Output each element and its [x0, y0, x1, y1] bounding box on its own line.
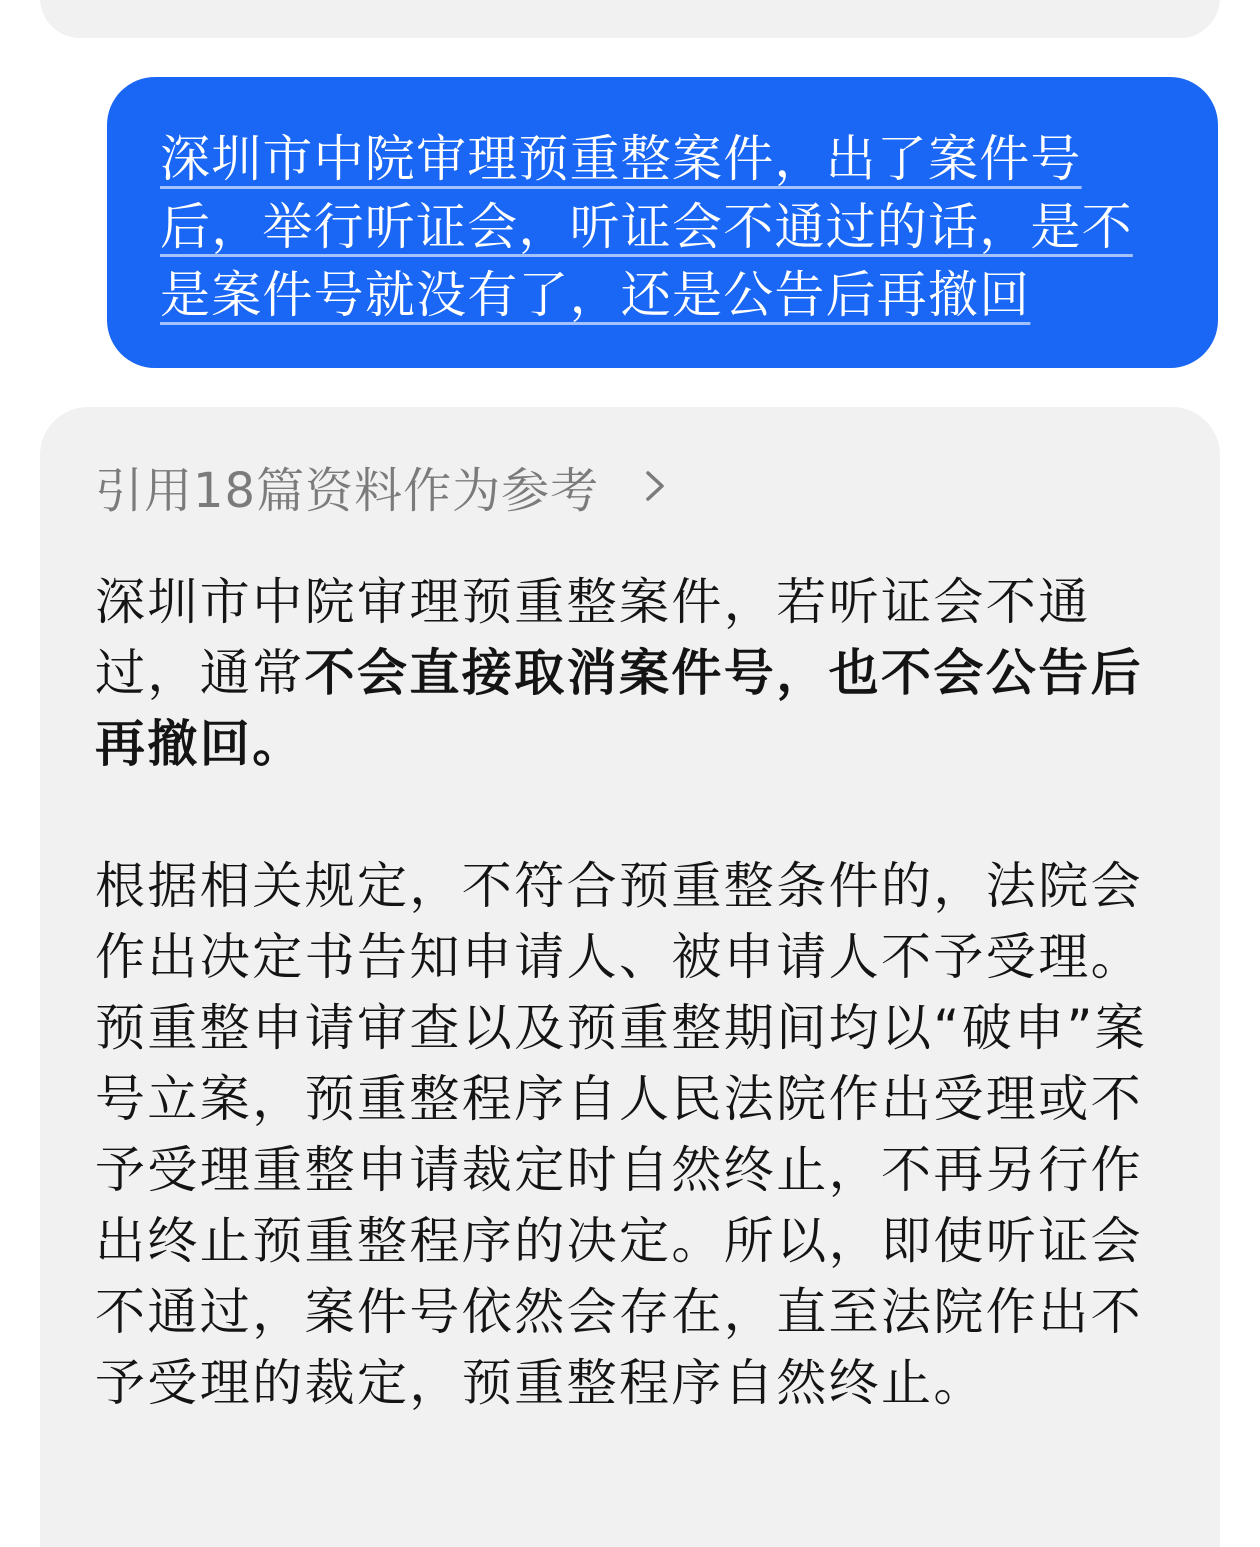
- previous-message-bubble: [40, 0, 1220, 38]
- answer-paragraph-2: 根据相关规定，不符合预重整条件的，法院会作出决定书告知申请人、被申请人不予受理。预重整申请审查以及预重整期间均以“破申”案号立案，预重整程序自人民法院作出受理或不予受理重整申请裁定时自然终止，不再另行作出终止预重整程序的决定。所以，即使听证会不通过，案件号依然会存在，直至法院作出不予受理的裁定，预重整程序自然终止。: [95, 857, 1148, 1412]
- user-message-bubble[interactable]: [107, 77, 1218, 368]
- answer-paragraph-1-text: 深圳市中院审理预重整案件，若听证会不通过，通常: [95, 573, 1091, 702]
- answer-paragraph-1: [95, 567, 1175, 780]
- references-label: 引用18篇资料作为参考: [95, 462, 600, 519]
- chevron-right-icon: [639, 470, 671, 502]
- user-message-text[interactable]: 深圳市中院审理预重整案件，出了案件号后，举行听证会，听证会不通过的话，是不是案件号就没有了，还是公告后再撤回: [160, 130, 1133, 324]
- assistant-answer: [95, 567, 1175, 1419]
- answer-paragraph-1-bold: 不会直接取消案件号，也不会公告后再撤回。: [95, 644, 1144, 773]
- assistant-message-bubble: [40, 407, 1220, 1547]
- references-link[interactable]: [95, 453, 671, 519]
